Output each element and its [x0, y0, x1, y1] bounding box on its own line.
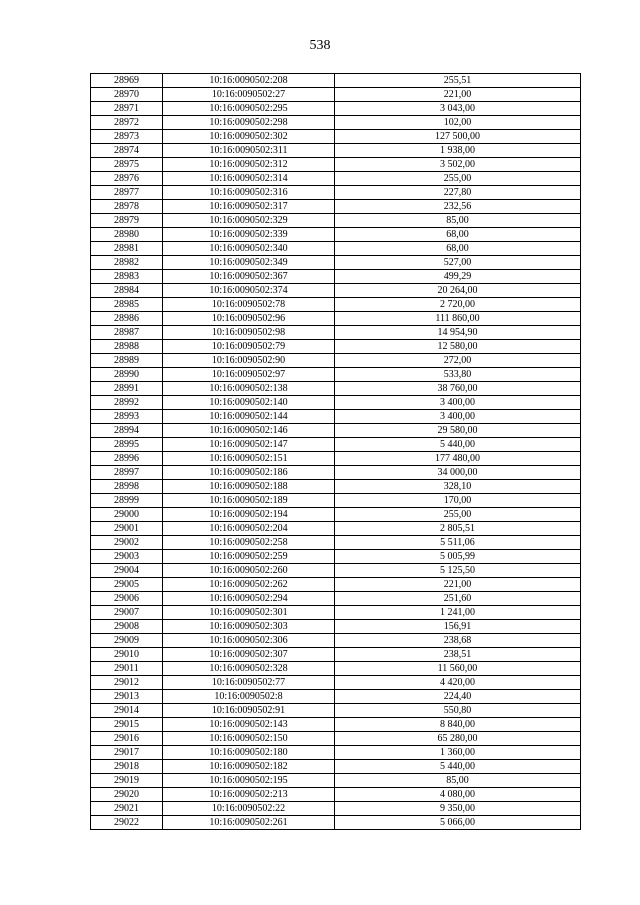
row-number-cell: 28999	[91, 494, 163, 508]
cadastral-number-cell: 10:16:0090502:204	[163, 522, 335, 536]
amount-cell: 12 580,00	[335, 340, 581, 354]
table-row	[91, 760, 581, 774]
cadastral-number-cell: 10:16:0090502:195	[163, 774, 335, 788]
table-row	[91, 368, 581, 382]
amount-cell: 533,80	[335, 368, 581, 382]
amount-cell: 238,51	[335, 648, 581, 662]
cadastral-number-cell: 10:16:0090502:301	[163, 606, 335, 620]
amount-cell: 14 954,90	[335, 326, 581, 340]
cadastral-number-cell: 10:16:0090502:151	[163, 452, 335, 466]
row-number-cell: 28988	[91, 340, 163, 354]
row-number-cell: 28986	[91, 312, 163, 326]
row-number-cell: 29000	[91, 508, 163, 522]
row-number-cell: 28993	[91, 410, 163, 424]
cadastral-number-cell: 10:16:0090502:349	[163, 256, 335, 270]
row-number-cell: 28971	[91, 102, 163, 116]
amount-cell: 2 720,00	[335, 298, 581, 312]
table-row	[91, 564, 581, 578]
row-number-cell: 28989	[91, 354, 163, 368]
amount-cell: 170,00	[335, 494, 581, 508]
table-row	[91, 522, 581, 536]
table-row	[91, 284, 581, 298]
cadastral-number-cell: 10:16:0090502:147	[163, 438, 335, 452]
row-number-cell: 29015	[91, 718, 163, 732]
table-row	[91, 816, 581, 830]
registry-table	[90, 73, 581, 830]
cadastral-number-cell: 10:16:0090502:78	[163, 298, 335, 312]
amount-cell: 5 125,50	[335, 564, 581, 578]
table-row	[91, 746, 581, 760]
table-row	[91, 172, 581, 186]
row-number-cell: 28995	[91, 438, 163, 452]
amount-cell: 3 043,00	[335, 102, 581, 116]
table-row	[91, 480, 581, 494]
amount-cell: 9 350,00	[335, 802, 581, 816]
amount-cell: 255,00	[335, 508, 581, 522]
table-row	[91, 298, 581, 312]
amount-cell: 5 440,00	[335, 438, 581, 452]
table-row	[91, 648, 581, 662]
amount-cell: 3 502,00	[335, 158, 581, 172]
table-row	[91, 242, 581, 256]
cadastral-number-cell: 10:16:0090502:311	[163, 144, 335, 158]
amount-cell: 227,80	[335, 186, 581, 200]
row-number-cell: 28994	[91, 424, 163, 438]
cadastral-number-cell: 10:16:0090502:262	[163, 578, 335, 592]
table-row	[91, 704, 581, 718]
cadastral-number-cell: 10:16:0090502:91	[163, 704, 335, 718]
cadastral-number-cell: 10:16:0090502:303	[163, 620, 335, 634]
cadastral-number-cell: 10:16:0090502:79	[163, 340, 335, 354]
cadastral-number-cell: 10:16:0090502:90	[163, 354, 335, 368]
amount-cell: 1 938,00	[335, 144, 581, 158]
row-number-cell: 28977	[91, 186, 163, 200]
row-number-cell: 29017	[91, 746, 163, 760]
row-number-cell: 28979	[91, 214, 163, 228]
cadastral-number-cell: 10:16:0090502:298	[163, 116, 335, 130]
row-number-cell: 28996	[91, 452, 163, 466]
table-row	[91, 354, 581, 368]
cadastral-number-cell: 10:16:0090502:189	[163, 494, 335, 508]
cadastral-number-cell: 10:16:0090502:213	[163, 788, 335, 802]
amount-cell: 65 280,00	[335, 732, 581, 746]
table-row	[91, 620, 581, 634]
cadastral-number-cell: 10:16:0090502:150	[163, 732, 335, 746]
page-number: 538	[309, 38, 331, 53]
table-row	[91, 228, 581, 242]
cadastral-number-cell: 10:16:0090502:302	[163, 130, 335, 144]
table-row	[91, 74, 581, 88]
table-row	[91, 382, 581, 396]
row-number-cell: 28997	[91, 466, 163, 480]
amount-cell: 127 500,00	[335, 130, 581, 144]
cadastral-number-cell: 10:16:0090502:144	[163, 410, 335, 424]
cadastral-number-cell: 10:16:0090502:307	[163, 648, 335, 662]
row-number-cell: 29010	[91, 648, 163, 662]
row-number-cell: 28990	[91, 368, 163, 382]
table-row	[91, 578, 581, 592]
amount-cell: 5 005,99	[335, 550, 581, 564]
cadastral-number-cell: 10:16:0090502:77	[163, 676, 335, 690]
table-row	[91, 718, 581, 732]
table-row	[91, 200, 581, 214]
row-number-cell: 29012	[91, 676, 163, 690]
row-number-cell: 28978	[91, 200, 163, 214]
table-row	[91, 494, 581, 508]
amount-cell: 3 400,00	[335, 410, 581, 424]
cadastral-number-cell: 10:16:0090502:188	[163, 480, 335, 494]
amount-cell: 527,00	[335, 256, 581, 270]
amount-cell: 4 080,00	[335, 788, 581, 802]
amount-cell: 177 480,00	[335, 452, 581, 466]
row-number-cell: 28974	[91, 144, 163, 158]
row-number-cell: 28985	[91, 298, 163, 312]
table-row	[91, 690, 581, 704]
amount-cell: 68,00	[335, 228, 581, 242]
registry-table-body	[91, 74, 581, 830]
row-number-cell: 28991	[91, 382, 163, 396]
table-row	[91, 774, 581, 788]
cadastral-number-cell: 10:16:0090502:194	[163, 508, 335, 522]
cadastral-number-cell: 10:16:0090502:180	[163, 746, 335, 760]
cadastral-number-cell: 10:16:0090502:312	[163, 158, 335, 172]
table-row	[91, 116, 581, 130]
table-row	[91, 158, 581, 172]
row-number-cell: 28980	[91, 228, 163, 242]
amount-cell: 2 805,51	[335, 522, 581, 536]
row-number-cell: 29005	[91, 578, 163, 592]
table-row	[91, 536, 581, 550]
amount-cell: 550,80	[335, 704, 581, 718]
row-number-cell: 28984	[91, 284, 163, 298]
row-number-cell: 29011	[91, 662, 163, 676]
amount-cell: 5 440,00	[335, 760, 581, 774]
amount-cell: 156,91	[335, 620, 581, 634]
amount-cell: 68,00	[335, 242, 581, 256]
cadastral-number-cell: 10:16:0090502:22	[163, 802, 335, 816]
table-row	[91, 788, 581, 802]
row-number-cell: 28969	[91, 74, 163, 88]
row-number-cell: 28975	[91, 158, 163, 172]
amount-cell: 499,29	[335, 270, 581, 284]
table-row	[91, 438, 581, 452]
table-row	[91, 144, 581, 158]
amount-cell: 102,00	[335, 116, 581, 130]
cadastral-number-cell: 10:16:0090502:316	[163, 186, 335, 200]
cadastral-number-cell: 10:16:0090502:328	[163, 662, 335, 676]
amount-cell: 251,60	[335, 592, 581, 606]
cadastral-number-cell: 10:16:0090502:294	[163, 592, 335, 606]
cadastral-number-cell: 10:16:0090502:374	[163, 284, 335, 298]
table-row	[91, 732, 581, 746]
amount-cell: 11 560,00	[335, 662, 581, 676]
cadastral-number-cell: 10:16:0090502:259	[163, 550, 335, 564]
amount-cell: 111 860,00	[335, 312, 581, 326]
cadastral-number-cell: 10:16:0090502:186	[163, 466, 335, 480]
table-row	[91, 270, 581, 284]
amount-cell: 255,51	[335, 74, 581, 88]
table-row	[91, 606, 581, 620]
table-row	[91, 326, 581, 340]
row-number-cell: 28972	[91, 116, 163, 130]
amount-cell: 221,00	[335, 578, 581, 592]
amount-cell: 20 264,00	[335, 284, 581, 298]
amount-cell: 272,00	[335, 354, 581, 368]
cadastral-number-cell: 10:16:0090502:306	[163, 634, 335, 648]
amount-cell: 85,00	[335, 214, 581, 228]
table-row	[91, 508, 581, 522]
cadastral-number-cell: 10:16:0090502:208	[163, 74, 335, 88]
row-number-cell: 29002	[91, 536, 163, 550]
row-number-cell: 29014	[91, 704, 163, 718]
row-number-cell: 29004	[91, 564, 163, 578]
cadastral-number-cell: 10:16:0090502:317	[163, 200, 335, 214]
row-number-cell: 29016	[91, 732, 163, 746]
amount-cell: 34 000,00	[335, 466, 581, 480]
table-row	[91, 256, 581, 270]
cadastral-number-cell: 10:16:0090502:314	[163, 172, 335, 186]
table-row	[91, 550, 581, 564]
cadastral-number-cell: 10:16:0090502:143	[163, 718, 335, 732]
row-number-cell: 28981	[91, 242, 163, 256]
cadastral-number-cell: 10:16:0090502:340	[163, 242, 335, 256]
row-number-cell: 28998	[91, 480, 163, 494]
cadastral-number-cell: 10:16:0090502:339	[163, 228, 335, 242]
cadastral-number-cell: 10:16:0090502:260	[163, 564, 335, 578]
row-number-cell: 29020	[91, 788, 163, 802]
amount-cell: 1 241,00	[335, 606, 581, 620]
cadastral-number-cell: 10:16:0090502:138	[163, 382, 335, 396]
cadastral-number-cell: 10:16:0090502:97	[163, 368, 335, 382]
amount-cell: 29 580,00	[335, 424, 581, 438]
row-number-cell: 29013	[91, 690, 163, 704]
amount-cell: 5 066,00	[335, 816, 581, 830]
table-row	[91, 802, 581, 816]
amount-cell: 85,00	[335, 774, 581, 788]
table-row	[91, 676, 581, 690]
table-row	[91, 452, 581, 466]
amount-cell: 221,00	[335, 88, 581, 102]
row-number-cell: 29009	[91, 634, 163, 648]
cadastral-number-cell: 10:16:0090502:295	[163, 102, 335, 116]
amount-cell: 38 760,00	[335, 382, 581, 396]
amount-cell: 238,68	[335, 634, 581, 648]
table-row	[91, 410, 581, 424]
row-number-cell: 28992	[91, 396, 163, 410]
row-number-cell: 28976	[91, 172, 163, 186]
row-number-cell: 28970	[91, 88, 163, 102]
cadastral-number-cell: 10:16:0090502:27	[163, 88, 335, 102]
row-number-cell: 29008	[91, 620, 163, 634]
table-row	[91, 130, 581, 144]
cadastral-number-cell: 10:16:0090502:329	[163, 214, 335, 228]
cadastral-number-cell: 10:16:0090502:146	[163, 424, 335, 438]
table-row	[91, 662, 581, 676]
table-row	[91, 88, 581, 102]
amount-cell: 328,10	[335, 480, 581, 494]
row-number-cell: 29022	[91, 816, 163, 830]
row-number-cell: 29021	[91, 802, 163, 816]
cadastral-number-cell: 10:16:0090502:96	[163, 312, 335, 326]
amount-cell: 255,00	[335, 172, 581, 186]
cadastral-number-cell: 10:16:0090502:261	[163, 816, 335, 830]
row-number-cell: 28983	[91, 270, 163, 284]
cadastral-number-cell: 10:16:0090502:258	[163, 536, 335, 550]
cadastral-number-cell: 10:16:0090502:8	[163, 690, 335, 704]
table-row	[91, 214, 581, 228]
row-number-cell: 28973	[91, 130, 163, 144]
table-row	[91, 396, 581, 410]
table-row	[91, 634, 581, 648]
row-number-cell: 28982	[91, 256, 163, 270]
row-number-cell: 29018	[91, 760, 163, 774]
cadastral-number-cell: 10:16:0090502:182	[163, 760, 335, 774]
row-number-cell: 29003	[91, 550, 163, 564]
cadastral-number-cell: 10:16:0090502:367	[163, 270, 335, 284]
amount-cell: 5 511,06	[335, 536, 581, 550]
row-number-cell: 29001	[91, 522, 163, 536]
table-row	[91, 340, 581, 354]
amount-cell: 1 360,00	[335, 746, 581, 760]
amount-cell: 224,40	[335, 690, 581, 704]
row-number-cell: 29019	[91, 774, 163, 788]
table-row	[91, 424, 581, 438]
cadastral-number-cell: 10:16:0090502:140	[163, 396, 335, 410]
amount-cell: 232,56	[335, 200, 581, 214]
table-row	[91, 102, 581, 116]
amount-cell: 3 400,00	[335, 396, 581, 410]
table-row	[91, 186, 581, 200]
table-row	[91, 312, 581, 326]
amount-cell: 8 840,00	[335, 718, 581, 732]
table-row	[91, 592, 581, 606]
row-number-cell: 28987	[91, 326, 163, 340]
amount-cell: 4 420,00	[335, 676, 581, 690]
row-number-cell: 29006	[91, 592, 163, 606]
row-number-cell: 29007	[91, 606, 163, 620]
table-row	[91, 466, 581, 480]
cadastral-number-cell: 10:16:0090502:98	[163, 326, 335, 340]
